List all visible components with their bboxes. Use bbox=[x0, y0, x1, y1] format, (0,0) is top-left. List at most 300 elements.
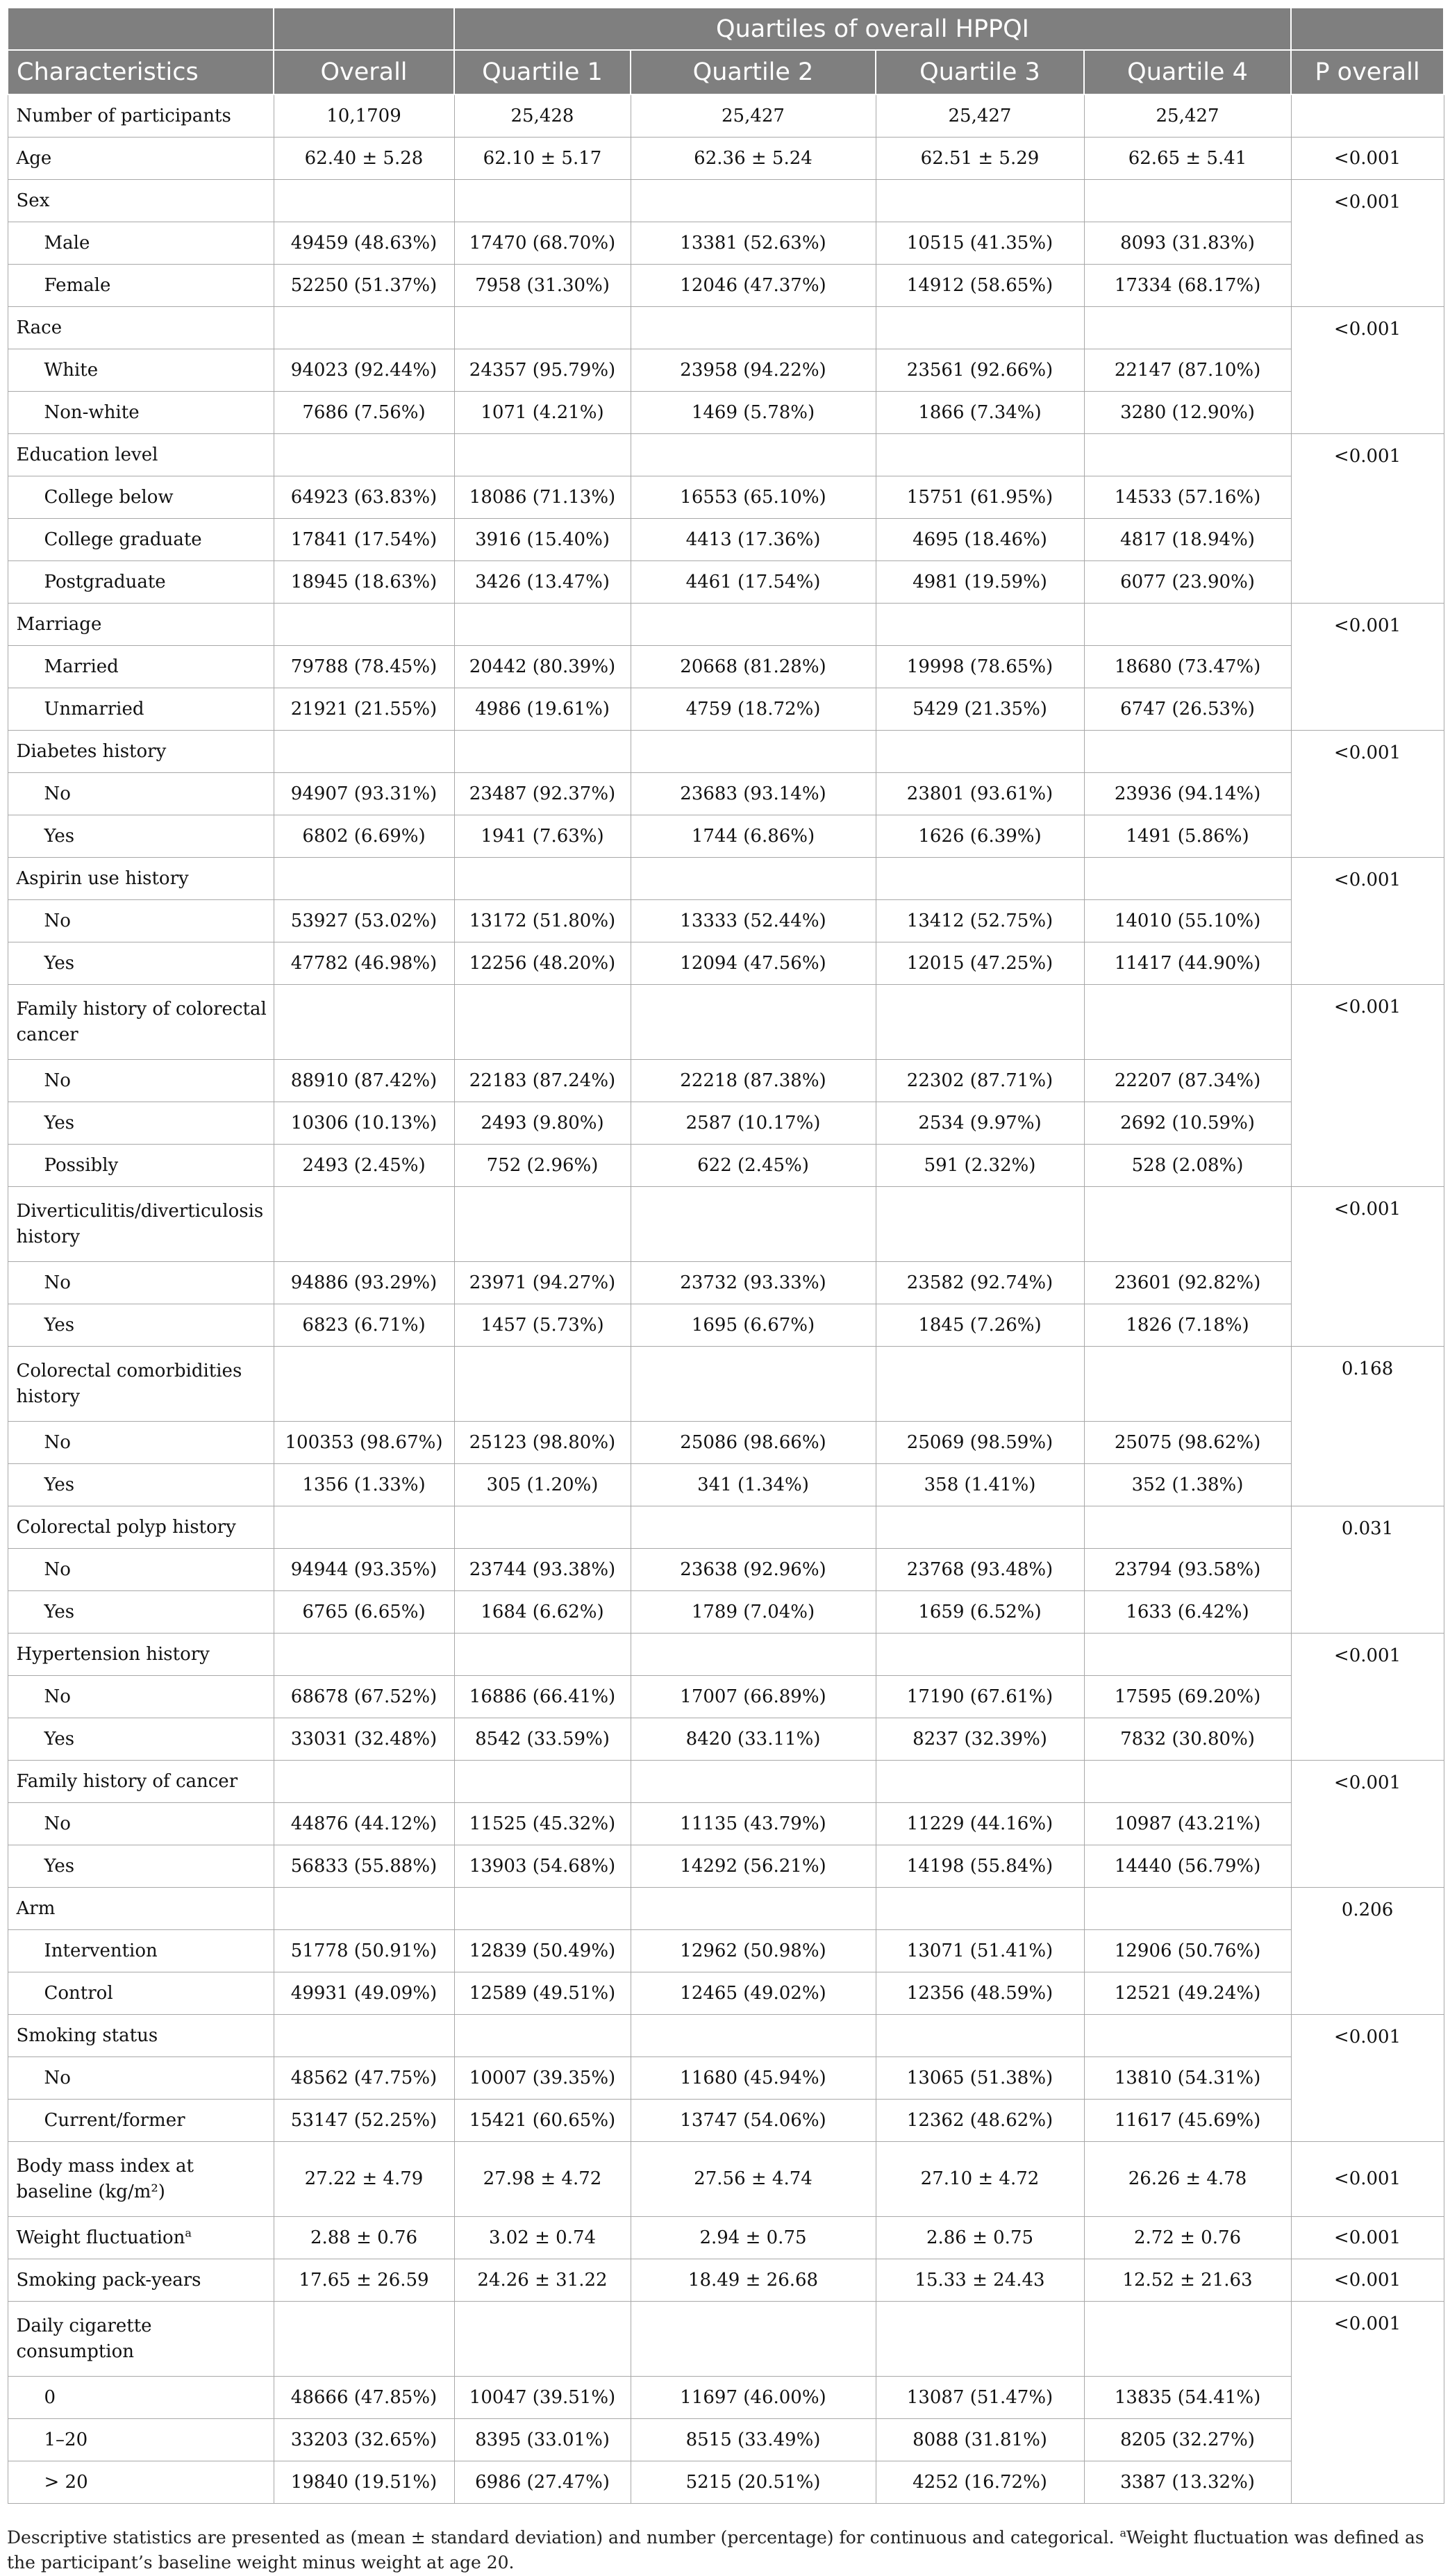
value-cell: 44876 (44.12%) bbox=[274, 1803, 454, 1845]
value-cell bbox=[631, 1761, 876, 1803]
p-value-cell: <0.001 bbox=[1291, 180, 1444, 307]
label-text: Colorectal polyp history bbox=[16, 1516, 236, 1538]
label-text: Hypertension history bbox=[16, 1643, 210, 1665]
sub-category-label bbox=[8, 2057, 274, 2100]
value-cell: 62.10 ± 5.17 bbox=[454, 138, 631, 180]
label-text: Yes bbox=[44, 1601, 75, 1622]
value-cell bbox=[631, 1347, 876, 1422]
value-cell: 3280 (12.90%) bbox=[1084, 392, 1291, 434]
value-cell bbox=[1084, 1347, 1291, 1422]
value-cell: 4413 (17.36%) bbox=[631, 519, 876, 561]
value-cell: 6823 (6.71%) bbox=[274, 1304, 454, 1347]
table-row bbox=[8, 1803, 1444, 1845]
sub-category-label bbox=[8, 1422, 274, 1464]
value-cell: 13810 (54.31%) bbox=[1084, 2057, 1291, 2100]
label-text: No bbox=[44, 1813, 71, 1834]
label-text: Yes bbox=[44, 952, 75, 974]
value-cell bbox=[876, 2015, 1084, 2057]
value-cell: 13065 (51.38%) bbox=[876, 2057, 1084, 2100]
value-cell: 6077 (23.90%) bbox=[1084, 561, 1291, 604]
value-cell: 2534 (9.97%) bbox=[876, 1102, 1084, 1145]
value-cell: 13412 (52.75%) bbox=[876, 900, 1084, 942]
value-cell: 1744 (6.86%) bbox=[631, 815, 876, 858]
value-cell: 10515 (41.35%) bbox=[876, 222, 1084, 265]
sub-category-label bbox=[8, 815, 274, 858]
value-cell: 8420 (33.11%) bbox=[631, 1718, 876, 1761]
table-row bbox=[8, 1262, 1444, 1304]
value-cell: 4759 (18.72%) bbox=[631, 688, 876, 731]
label-text: Daily cigarette consumption bbox=[16, 2315, 152, 2362]
table-footnote bbox=[7, 2525, 1443, 2575]
value-cell: 10987 (43.21%) bbox=[1084, 1803, 1291, 1845]
table-row bbox=[8, 265, 1444, 307]
value-cell bbox=[1084, 985, 1291, 1060]
value-cell bbox=[274, 1888, 454, 1930]
value-cell: 17841 (17.54%) bbox=[274, 519, 454, 561]
value-cell: 305 (1.20%) bbox=[454, 1464, 631, 1506]
label-text: Postgraduate bbox=[44, 571, 166, 592]
value-cell: 25069 (98.59%) bbox=[876, 1422, 1084, 1464]
value-cell bbox=[274, 2015, 454, 2057]
p-value-cell: <0.001 bbox=[1291, 1634, 1444, 1761]
table-row bbox=[8, 1549, 1444, 1591]
table-row bbox=[8, 942, 1444, 985]
value-cell: 752 (2.96%) bbox=[454, 1145, 631, 1187]
p-value-cell: <0.001 bbox=[1291, 858, 1444, 985]
value-cell: 2587 (10.17%) bbox=[631, 1102, 876, 1145]
value-cell: 23582 (92.74%) bbox=[876, 1262, 1084, 1304]
p-value-cell: <0.001 bbox=[1291, 731, 1444, 858]
table-row bbox=[8, 1761, 1444, 1803]
footnote-text: Descriptive statistics are presented as (mean ± standard deviation) and number (percentage) for continuous and categorical. bbox=[7, 2527, 1115, 2548]
value-cell bbox=[454, 1634, 631, 1676]
table-header bbox=[8, 8, 1444, 94]
characteristic-label bbox=[8, 1761, 274, 1803]
p-value-cell bbox=[1291, 94, 1444, 138]
value-cell: 2.86 ± 0.75 bbox=[876, 2217, 1084, 2259]
label-text: Marriage bbox=[16, 613, 102, 635]
value-cell: 23768 (93.48%) bbox=[876, 1549, 1084, 1591]
label-text: No bbox=[44, 783, 71, 804]
value-cell bbox=[631, 2015, 876, 2057]
value-cell: 8515 (33.49%) bbox=[631, 2419, 876, 2461]
value-cell: 12356 (48.59%) bbox=[876, 1972, 1084, 2015]
label-text: Sex bbox=[16, 190, 50, 211]
value-cell bbox=[1084, 1506, 1291, 1549]
table-row bbox=[8, 2100, 1444, 2142]
sub-category-label bbox=[8, 1464, 274, 1506]
value-cell bbox=[454, 180, 631, 222]
value-cell: 23561 (92.66%) bbox=[876, 349, 1084, 392]
label-text: No bbox=[44, 2067, 71, 2088]
value-cell: 1633 (6.42%) bbox=[1084, 1591, 1291, 1634]
label-text: Family history of cancer bbox=[16, 1770, 238, 1792]
table-row bbox=[8, 2217, 1444, 2259]
value-cell: 341 (1.34%) bbox=[631, 1464, 876, 1506]
value-cell bbox=[876, 180, 1084, 222]
value-cell: 53927 (53.02%) bbox=[274, 900, 454, 942]
p-value-cell: <0.001 bbox=[1291, 1761, 1444, 1888]
value-cell: 33031 (32.48%) bbox=[274, 1718, 454, 1761]
characteristic-label bbox=[8, 2142, 274, 2217]
value-cell: 23794 (93.58%) bbox=[1084, 1549, 1291, 1591]
table-row bbox=[8, 222, 1444, 265]
value-cell bbox=[454, 1187, 631, 1262]
label-text: Yes bbox=[44, 1112, 75, 1133]
value-cell bbox=[274, 1187, 454, 1262]
value-cell: 47782 (46.98%) bbox=[274, 942, 454, 985]
label-text: Race bbox=[16, 317, 62, 338]
table-row bbox=[8, 731, 1444, 773]
value-cell bbox=[274, 1506, 454, 1549]
value-cell: 15421 (60.65%) bbox=[454, 2100, 631, 2142]
label-text: Smoking pack-years bbox=[16, 2269, 201, 2291]
value-cell: 23487 (92.37%) bbox=[454, 773, 631, 815]
value-cell: 23601 (92.82%) bbox=[1084, 1262, 1291, 1304]
value-cell: 1469 (5.78%) bbox=[631, 392, 876, 434]
value-cell: 22207 (87.34%) bbox=[1084, 1060, 1291, 1102]
p-value-cell: 0.168 bbox=[1291, 1347, 1444, 1506]
value-cell bbox=[274, 434, 454, 476]
table-row bbox=[8, 180, 1444, 222]
sub-category-label bbox=[8, 392, 274, 434]
value-cell bbox=[631, 731, 876, 773]
table-row bbox=[8, 519, 1444, 561]
sub-category-label bbox=[8, 688, 274, 731]
value-cell bbox=[274, 731, 454, 773]
value-cell: 19840 (19.51%) bbox=[274, 2461, 454, 2504]
characteristic-label bbox=[8, 2302, 274, 2377]
value-cell: 3387 (13.32%) bbox=[1084, 2461, 1291, 2504]
label-text: Age bbox=[16, 147, 52, 169]
value-cell: 24357 (95.79%) bbox=[454, 349, 631, 392]
value-cell bbox=[1084, 2302, 1291, 2377]
table-row bbox=[8, 2259, 1444, 2302]
value-cell: 25123 (98.80%) bbox=[454, 1422, 631, 1464]
label-text: No bbox=[44, 1431, 71, 1453]
value-cell: 52250 (51.37%) bbox=[274, 265, 454, 307]
value-cell bbox=[454, 604, 631, 646]
value-cell: 15.33 ± 24.43 bbox=[876, 2259, 1084, 2302]
value-cell: 7832 (30.80%) bbox=[1084, 1718, 1291, 1761]
table-row bbox=[8, 2057, 1444, 2100]
value-cell: 62.36 ± 5.24 bbox=[631, 138, 876, 180]
label-text: Current/former bbox=[44, 2109, 185, 2131]
value-cell: 11697 (46.00%) bbox=[631, 2377, 876, 2419]
value-cell: 25,427 bbox=[876, 94, 1084, 138]
value-cell bbox=[1084, 2015, 1291, 2057]
characteristic-label bbox=[8, 434, 274, 476]
label-text: Intervention bbox=[44, 1940, 158, 1961]
value-cell bbox=[454, 858, 631, 900]
value-cell bbox=[1084, 1888, 1291, 1930]
label-text: Smoking status bbox=[16, 2025, 158, 2046]
value-cell: 1684 (6.62%) bbox=[454, 1591, 631, 1634]
table-row bbox=[8, 1930, 1444, 1972]
value-cell: 1695 (6.67%) bbox=[631, 1304, 876, 1347]
value-cell bbox=[274, 1347, 454, 1422]
value-cell: 14912 (58.65%) bbox=[876, 265, 1084, 307]
header-blank-right bbox=[1291, 8, 1444, 50]
value-cell bbox=[631, 1634, 876, 1676]
label-text: No bbox=[44, 1070, 71, 1091]
value-cell bbox=[454, 1506, 631, 1549]
header-p-overall: P overall bbox=[1291, 50, 1444, 94]
value-cell: 14010 (55.10%) bbox=[1084, 900, 1291, 942]
table-row bbox=[8, 2142, 1444, 2217]
value-cell bbox=[876, 1888, 1084, 1930]
label-text: 1–20 bbox=[44, 2429, 88, 2450]
value-cell bbox=[876, 1347, 1084, 1422]
p-value-cell: <0.001 bbox=[1291, 985, 1444, 1187]
value-cell: 2.72 ± 0.76 bbox=[1084, 2217, 1291, 2259]
label-text: Yes bbox=[44, 1728, 75, 1750]
table-row bbox=[8, 1506, 1444, 1549]
table-row bbox=[8, 1187, 1444, 1262]
value-cell: 25086 (98.66%) bbox=[631, 1422, 876, 1464]
label-text: Non-white bbox=[44, 401, 140, 423]
value-cell bbox=[454, 1347, 631, 1422]
value-cell: 23971 (94.27%) bbox=[454, 1262, 631, 1304]
value-cell bbox=[274, 2302, 454, 2377]
value-cell: 2493 (2.45%) bbox=[274, 1145, 454, 1187]
value-cell: 13071 (51.41%) bbox=[876, 1930, 1084, 1972]
table-row bbox=[8, 1634, 1444, 1676]
table-row bbox=[8, 1347, 1444, 1422]
p-value-cell: <0.001 bbox=[1291, 2015, 1444, 2142]
table-row bbox=[8, 1060, 1444, 1102]
value-cell bbox=[454, 307, 631, 349]
value-cell: 622 (2.45%) bbox=[631, 1145, 876, 1187]
value-cell: 64923 (63.83%) bbox=[274, 476, 454, 519]
value-cell: 18086 (71.13%) bbox=[454, 476, 631, 519]
value-cell bbox=[1084, 1761, 1291, 1803]
value-cell: 18680 (73.47%) bbox=[1084, 646, 1291, 688]
table-row bbox=[8, 773, 1444, 815]
value-cell: 17595 (69.20%) bbox=[1084, 1676, 1291, 1718]
characteristic-label bbox=[8, 1634, 274, 1676]
value-cell: 6986 (27.47%) bbox=[454, 2461, 631, 2504]
label-text: Body mass index at baseline (kg/m²) bbox=[16, 2155, 194, 2202]
value-cell: 100353 (98.67%) bbox=[274, 1422, 454, 1464]
characteristic-label bbox=[8, 2217, 274, 2259]
label-text: Aspirin use history bbox=[16, 867, 189, 889]
value-cell: 27.98 ± 4.72 bbox=[454, 2142, 631, 2217]
table-row bbox=[8, 2302, 1444, 2377]
value-cell bbox=[1084, 434, 1291, 476]
value-cell bbox=[631, 604, 876, 646]
value-cell: 11417 (44.90%) bbox=[1084, 942, 1291, 985]
value-cell bbox=[274, 307, 454, 349]
value-cell bbox=[876, 1187, 1084, 1262]
label-text: Yes bbox=[44, 1314, 75, 1336]
header-quartile-1: Quartile 1 bbox=[454, 50, 631, 94]
sub-category-label bbox=[8, 1591, 274, 1634]
characteristic-label bbox=[8, 94, 274, 138]
characteristic-label bbox=[8, 138, 274, 180]
value-cell: 8205 (32.27%) bbox=[1084, 2419, 1291, 2461]
label-text: Control bbox=[44, 1982, 113, 2004]
value-cell: 5429 (21.35%) bbox=[876, 688, 1084, 731]
label-text: Diabetes history bbox=[16, 740, 167, 762]
label-text: Male bbox=[44, 232, 90, 254]
value-cell: 12256 (48.20%) bbox=[454, 942, 631, 985]
label-text: No bbox=[44, 1272, 71, 1293]
label-text: > 20 bbox=[44, 2471, 88, 2493]
value-cell bbox=[1084, 180, 1291, 222]
table-container bbox=[7, 7, 1443, 2504]
value-cell: 10007 (39.35%) bbox=[454, 2057, 631, 2100]
value-cell: 24.26 ± 31.22 bbox=[454, 2259, 631, 2302]
sub-category-label bbox=[8, 561, 274, 604]
label-text: Yes bbox=[44, 1855, 75, 1877]
value-cell: 528 (2.08%) bbox=[1084, 1145, 1291, 1187]
value-cell: 94886 (93.29%) bbox=[274, 1262, 454, 1304]
sub-category-label bbox=[8, 476, 274, 519]
value-cell: 49931 (49.09%) bbox=[274, 1972, 454, 2015]
table-row bbox=[8, 688, 1444, 731]
header-blank-left bbox=[8, 8, 274, 50]
value-cell: 13087 (51.47%) bbox=[876, 2377, 1084, 2419]
table-row bbox=[8, 2015, 1444, 2057]
table-row bbox=[8, 1718, 1444, 1761]
value-cell: 12362 (48.62%) bbox=[876, 2100, 1084, 2142]
value-cell: 13747 (54.06%) bbox=[631, 2100, 876, 2142]
value-cell: 23683 (93.14%) bbox=[631, 773, 876, 815]
value-cell: 4817 (18.94%) bbox=[1084, 519, 1291, 561]
value-cell bbox=[274, 180, 454, 222]
characteristic-label bbox=[8, 1187, 274, 1262]
value-cell: 25,427 bbox=[1084, 94, 1291, 138]
table-row bbox=[8, 1145, 1444, 1187]
sub-category-label bbox=[8, 1718, 274, 1761]
characteristic-label bbox=[8, 1506, 274, 1549]
value-cell: 1845 (7.26%) bbox=[876, 1304, 1084, 1347]
value-cell: 13381 (52.63%) bbox=[631, 222, 876, 265]
sub-category-label bbox=[8, 2461, 274, 2504]
p-value-cell: 0.206 bbox=[1291, 1888, 1444, 2015]
table-row bbox=[8, 1591, 1444, 1634]
table-row bbox=[8, 1464, 1444, 1506]
table-row bbox=[8, 1888, 1444, 1930]
value-cell: 7686 (7.56%) bbox=[274, 392, 454, 434]
table-row bbox=[8, 561, 1444, 604]
value-cell bbox=[876, 2302, 1084, 2377]
value-cell: 16553 (65.10%) bbox=[631, 476, 876, 519]
value-cell: 12046 (47.37%) bbox=[631, 265, 876, 307]
characteristic-label bbox=[8, 731, 274, 773]
p-value-cell: <0.001 bbox=[1291, 604, 1444, 731]
value-cell: 16886 (66.41%) bbox=[454, 1676, 631, 1718]
table-row bbox=[8, 646, 1444, 688]
value-cell: 23732 (93.33%) bbox=[631, 1262, 876, 1304]
table-row bbox=[8, 1304, 1444, 1347]
value-cell: 17.65 ± 26.59 bbox=[274, 2259, 454, 2302]
value-cell: 22183 (87.24%) bbox=[454, 1060, 631, 1102]
value-cell: 18.49 ± 26.68 bbox=[631, 2259, 876, 2302]
value-cell: 2.94 ± 0.75 bbox=[631, 2217, 876, 2259]
value-cell: 10306 (10.13%) bbox=[274, 1102, 454, 1145]
value-cell: 1071 (4.21%) bbox=[454, 392, 631, 434]
value-cell: 4986 (19.61%) bbox=[454, 688, 631, 731]
value-cell: 17007 (66.89%) bbox=[631, 1676, 876, 1718]
p-value-cell: <0.001 bbox=[1291, 138, 1444, 180]
sub-category-label bbox=[8, 1102, 274, 1145]
value-cell: 21921 (21.55%) bbox=[274, 688, 454, 731]
value-cell bbox=[876, 731, 1084, 773]
label-text: Possibly bbox=[44, 1154, 119, 1176]
header-group-title: Quartiles of overall HPPQI bbox=[454, 8, 1291, 50]
value-cell: 25,427 bbox=[631, 94, 876, 138]
value-cell: 3916 (15.40%) bbox=[454, 519, 631, 561]
value-cell: 62.40 ± 5.28 bbox=[274, 138, 454, 180]
label-text: Yes bbox=[44, 825, 75, 847]
sub-category-label bbox=[8, 1930, 274, 1972]
label-text: Yes bbox=[44, 1474, 75, 1495]
value-cell bbox=[631, 985, 876, 1060]
value-cell: 11229 (44.16%) bbox=[876, 1803, 1084, 1845]
table-row bbox=[8, 392, 1444, 434]
p-value-cell: <0.001 bbox=[1291, 2259, 1444, 2302]
value-cell: 12521 (49.24%) bbox=[1084, 1972, 1291, 2015]
value-cell: 15751 (61.95%) bbox=[876, 476, 1084, 519]
p-value-cell: <0.001 bbox=[1291, 434, 1444, 604]
value-cell: 3.02 ± 0.74 bbox=[454, 2217, 631, 2259]
table-row bbox=[8, 815, 1444, 858]
characteristic-label bbox=[8, 858, 274, 900]
value-cell: 19998 (78.65%) bbox=[876, 646, 1084, 688]
value-cell: 6747 (26.53%) bbox=[1084, 688, 1291, 731]
label-text: No bbox=[44, 910, 71, 931]
value-cell: 23744 (93.38%) bbox=[454, 1549, 631, 1591]
table-row bbox=[8, 94, 1444, 138]
value-cell: 11525 (45.32%) bbox=[454, 1803, 631, 1845]
value-cell bbox=[631, 858, 876, 900]
table-row bbox=[8, 476, 1444, 519]
value-cell: 12015 (47.25%) bbox=[876, 942, 1084, 985]
table-row bbox=[8, 2461, 1444, 2504]
value-cell bbox=[274, 1761, 454, 1803]
value-cell: 12962 (50.98%) bbox=[631, 1930, 876, 1972]
value-cell: 4461 (17.54%) bbox=[631, 561, 876, 604]
header-quartile-2: Quartile 2 bbox=[631, 50, 876, 94]
header-quartile-4: Quartile 4 bbox=[1084, 50, 1291, 94]
value-cell: 12906 (50.76%) bbox=[1084, 1930, 1291, 1972]
sub-category-label bbox=[8, 1060, 274, 1102]
value-cell: 94907 (93.31%) bbox=[274, 773, 454, 815]
header-quartile-3: Quartile 3 bbox=[876, 50, 1084, 94]
value-cell: 13835 (54.41%) bbox=[1084, 2377, 1291, 2419]
sub-category-label bbox=[8, 1972, 274, 2015]
value-cell: 27.22 ± 4.79 bbox=[274, 2142, 454, 2217]
label-text: Married bbox=[44, 656, 119, 677]
table-row bbox=[8, 1676, 1444, 1718]
characteristic-label bbox=[8, 1888, 274, 1930]
value-cell: 12839 (50.49%) bbox=[454, 1930, 631, 1972]
value-cell: 14533 (57.16%) bbox=[1084, 476, 1291, 519]
value-cell: 1356 (1.33%) bbox=[274, 1464, 454, 1506]
value-cell: 12589 (49.51%) bbox=[454, 1972, 631, 2015]
value-cell bbox=[274, 985, 454, 1060]
value-cell: 8088 (31.81%) bbox=[876, 2419, 1084, 2461]
label-text: Colorectal comorbidities history bbox=[16, 1360, 242, 1407]
value-cell bbox=[1084, 1634, 1291, 1676]
label-text: College graduate bbox=[44, 529, 202, 550]
table-body bbox=[8, 94, 1444, 2504]
label-text: No bbox=[44, 1559, 71, 1580]
value-cell: 22302 (87.71%) bbox=[876, 1060, 1084, 1102]
value-cell: 79788 (78.45%) bbox=[274, 646, 454, 688]
